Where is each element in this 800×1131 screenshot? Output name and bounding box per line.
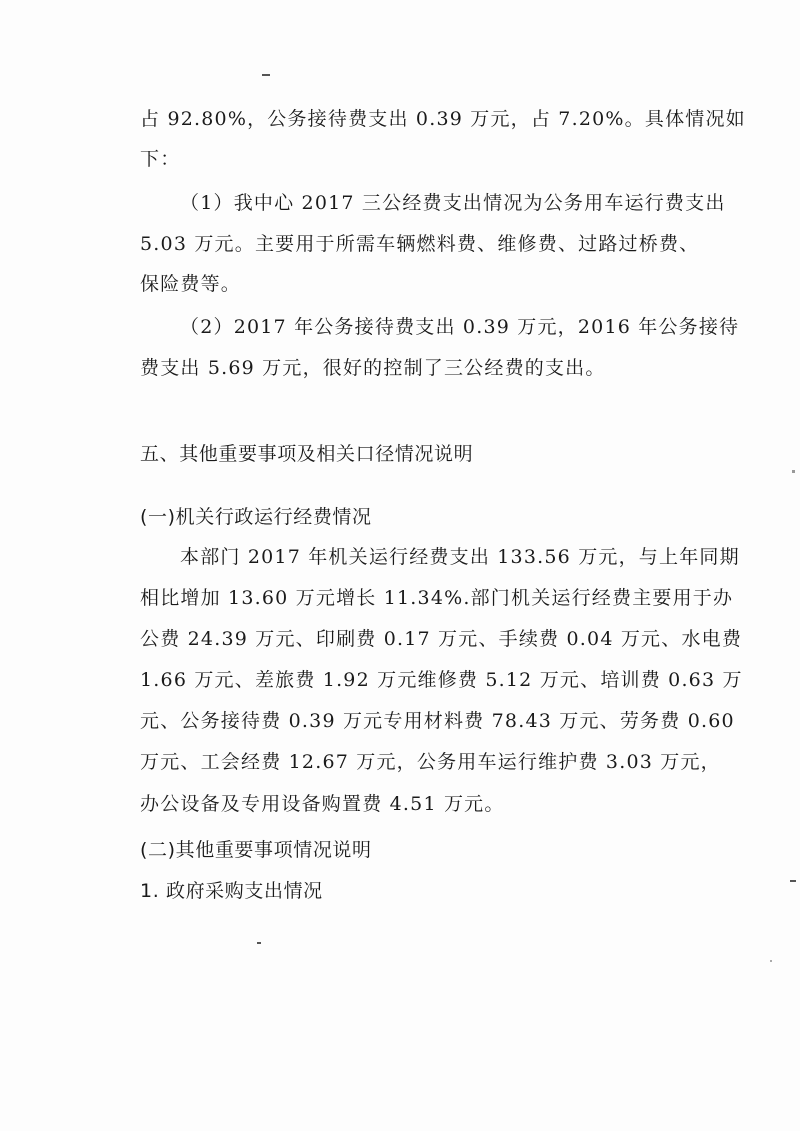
body-line: 本部门 2017 年机关运行经费支出 133.56 万元，与上年同期 bbox=[180, 546, 740, 568]
scan-mark bbox=[262, 74, 270, 76]
list-item-1-line: 5.03 万元。主要用于所需车辆燃料费、维修费、过路过桥费、 bbox=[140, 233, 700, 255]
scan-mark bbox=[257, 942, 261, 944]
list-item-2-line: （2）2017 年公务接待费支出 0.39 万元，2016 年公务接待 bbox=[180, 316, 740, 338]
body-line: 1.66 万元、差旅费 1.92 万元维修费 5.12 万元、培训费 0.63 万 bbox=[140, 669, 743, 691]
section-heading: 五、其他重要事项及相关口径情况说明 bbox=[140, 443, 474, 465]
paragraph-line: 占 92.80%，公务接待费支出 0.39 万元，占 7.20%。具体情况如 bbox=[140, 108, 746, 130]
body-line: 办公设备及专用设备购置费 4.51 万元。 bbox=[140, 793, 505, 815]
list-item-1-line: 保险费等。 bbox=[140, 273, 242, 295]
paragraph-line: 下： bbox=[140, 148, 181, 170]
body-line: 元、公务接待费 0.39 万元专用材料费 78.43 万元、劳务费 0.60 bbox=[140, 710, 735, 732]
list-item-heading: 1. 政府采购支出情况 bbox=[140, 880, 323, 902]
scan-mark bbox=[790, 880, 796, 882]
body-line: 万元、工会经费 12.67 万元，公务用车运行维护费 3.03 万元， bbox=[140, 751, 721, 773]
body-line: 公费 24.39 万元、印刷费 0.17 万元、手续费 0.04 万元、水电费 bbox=[140, 628, 743, 650]
scan-mark bbox=[770, 960, 772, 962]
subsection-heading: (二)其他重要事项情况说明 bbox=[140, 839, 372, 861]
subsection-heading: (一)机关行政运行经费情况 bbox=[140, 506, 372, 528]
scan-mark bbox=[792, 470, 795, 473]
body-line: 相比增加 13.60 万元增长 11.34%.部门机关运行经费主要用于办 bbox=[140, 587, 734, 609]
list-item-2-line: 费支出 5.69 万元，很好的控制了三公经费的支出。 bbox=[140, 357, 606, 379]
list-item-1-line: （1）我中心 2017 三公经费支出情况为公务用车运行费支出 bbox=[180, 192, 726, 214]
